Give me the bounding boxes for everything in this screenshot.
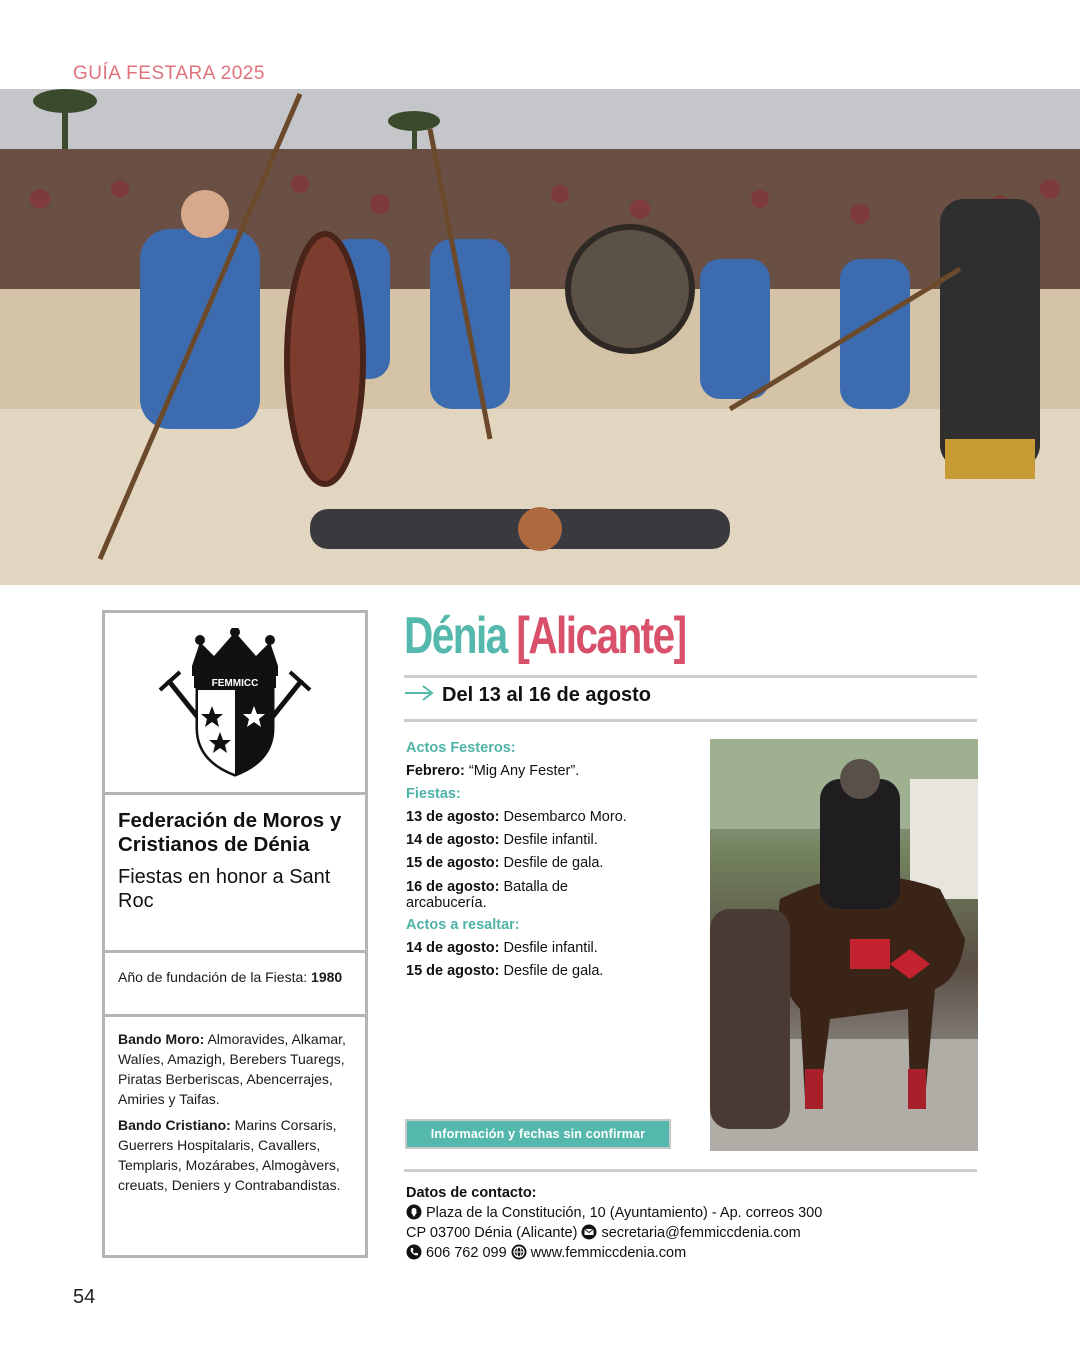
festeros-item-text: “Mig Any Fester”. (468, 763, 580, 779)
fiesta-item (406, 806, 696, 829)
festeros-item-label: Febrero: (406, 763, 465, 779)
femmicc-crest-icon (150, 628, 320, 778)
founded-label: Año de fundación de la Fiesta: (118, 969, 308, 985)
federation-name: Federación de Moros y Cristianos de Dénia (118, 809, 342, 856)
fiesta-text: Batalla de arcabucería. (406, 879, 568, 911)
acts-list (406, 737, 696, 983)
contact-phone[interactable]: 606 762 099 (426, 1245, 507, 1261)
divider-dates (404, 719, 977, 722)
guide-title: GUÍA FESTARA 2025 (73, 63, 265, 84)
fiesta-date: 15 de agosto: (406, 855, 500, 871)
fiesta-item (406, 875, 616, 914)
city-name: Dénia (404, 607, 507, 665)
founded-year: 1980 (311, 969, 343, 985)
contact-address-2: CP 03700 Dénia (Alicante) (406, 1225, 578, 1241)
contact-heading: Datos de contacto: (406, 1185, 537, 1201)
divider-contact (404, 1169, 977, 1172)
fiestas-heading: Fiestas: (406, 786, 461, 802)
bandos-section (105, 1017, 365, 1195)
fiesta-date: 14 de agosto: (406, 832, 500, 848)
fiesta-text: Desfile infantil. (503, 832, 598, 848)
bando-moro (118, 1029, 355, 1109)
globe-icon (511, 1244, 527, 1260)
location-pin-icon (406, 1204, 422, 1220)
highlight-date: 14 de agosto: (406, 940, 500, 956)
highlight-item (406, 937, 696, 960)
highlight-item (406, 960, 696, 983)
federation-subtitle: Fiestas en honor a Sant Roc (118, 866, 331, 912)
phone-icon (406, 1244, 422, 1260)
contact-address-1: Plaza de la Constitución, 10 (Ayuntamiento) - Ap. correos 300 (426, 1205, 823, 1221)
founding-year-section (105, 953, 365, 1017)
event-dates-text: Del 13 al 16 de agosto (442, 684, 651, 706)
highlight-text: Desfile infantil. (503, 940, 598, 956)
fiesta-date: 13 de agosto: (406, 809, 500, 825)
federation-name-section (105, 795, 365, 953)
email-icon (581, 1224, 597, 1240)
unconfirmed-note: Información y fechas sin confirmar (405, 1119, 671, 1149)
city-province: [Alicante] (516, 607, 686, 665)
bando-moro-list: Almoravides, Alkamar, Walíes, Amazigh, Berebers Tuaregs, Piratas Berberiscas, Abencerrajes, Amiries y Taifas. (118, 1031, 346, 1107)
page-number: 54 (73, 1286, 96, 1308)
svg-text:FEMMICC: FEMMICC (211, 677, 259, 689)
highlight-date: 15 de agosto: (406, 963, 500, 979)
federation-logo (105, 613, 365, 795)
festeros-item (406, 760, 696, 783)
highlight-heading: Actos a resaltar: (406, 917, 520, 933)
fiesta-date: 16 de agosto: (406, 879, 500, 895)
festeros-heading: Actos Festeros: (406, 740, 516, 756)
bando-cristiano-label: Bando Cristiano: (118, 1117, 231, 1133)
event-dates (404, 684, 651, 707)
contact-email[interactable]: secretaria@femmiccdenia.com (601, 1225, 801, 1241)
fiesta-item (406, 852, 696, 875)
city-heading (404, 600, 686, 672)
divider-top (404, 675, 977, 678)
bando-cristiano-list: Marins Corsaris, Guerrers Hospitalaris, Cavallers, Templaris, Mozárabes, Almogàvers, creuats, Deniers y Contrabandistas. (118, 1117, 341, 1193)
contact-block (406, 1183, 822, 1263)
parade-photo (710, 739, 978, 1151)
contact-web[interactable]: www.femmiccdenia.com (530, 1245, 687, 1261)
highlight-text: Desfile de gala. (503, 963, 604, 979)
federation-card (102, 610, 368, 1258)
bando-moro-label: Bando Moro: (118, 1031, 205, 1047)
fiesta-item (406, 829, 696, 852)
fiesta-text: Desfile de gala. (503, 855, 604, 871)
bando-cristiano (118, 1115, 355, 1195)
hero-photo (0, 89, 1080, 585)
fiesta-text: Desembarco Moro. (503, 809, 627, 825)
arrow-right-icon (404, 684, 434, 707)
